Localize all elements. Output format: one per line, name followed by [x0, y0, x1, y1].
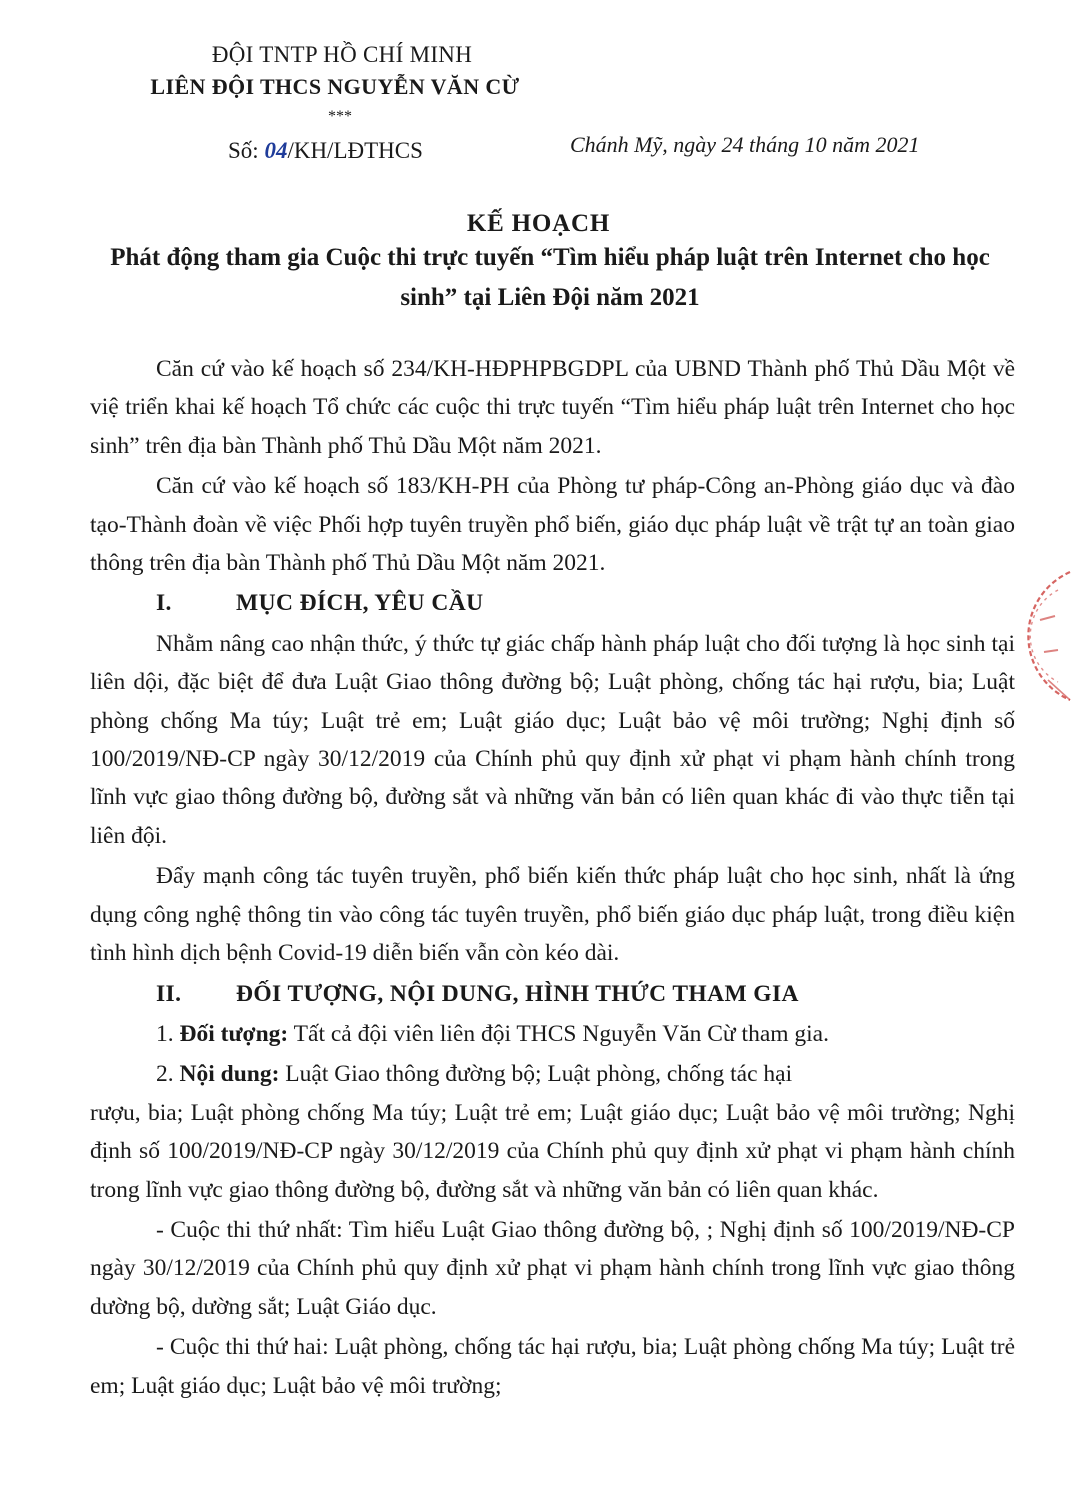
item-content [90, 1055, 1015, 1209]
document-title: KẾ HOẠCH [466, 210, 611, 237]
basis-paragraph-2: Căn cứ vào kế hoạch số 183/KH-PH của Phòng tư pháp-Công an-Phòng giáo dục và đào tạo-Thành đoàn về việc Phối hợp tuyên truyền phổ biến, giáo dục pháp luật về trật tự an toàn giao thông trên địa bàn Thành phố Thủ Dầu Một năm 2021. [90, 473, 1015, 577]
section-2-number: II. [156, 980, 182, 1007]
item-content-number: 2. [156, 1061, 174, 1088]
document-subtitle: Phát động tham gia Cuộc thi trực tuyến “Tìm hiểu pháp luật trên Internet cho học sinh” tại Liên Đội năm 2021 [110, 244, 990, 311]
red-stamp-icon [1010, 560, 1077, 710]
document-date: Chánh Mỹ, ngày 24 tháng 10 năm 2021 [570, 132, 920, 157]
contest-2: - Cuộc thi thứ hai: Luật phòng, chống tác hại rượu, bia; Luật phòng chống Ma túy; Luật trẻ em; Luật giáo dục; Luật bảo vệ môi trường; [90, 1334, 1015, 1399]
document-number [228, 138, 423, 164]
item-target-label: Đối tượng: [179, 1020, 289, 1047]
document-body [90, 350, 1015, 1407]
item-target [90, 1015, 1015, 1053]
contest-1: - Cuộc thi thứ nhất: Tìm hiểu Luật Giao thông đường bộ, ; Nghị định số 100/2019/NĐ-CP ngày 30/12/2019 của Chính phủ quy định xử phạt vi phạm hành chính trong lĩnh vực giao thông dường bộ, dường sắt; Luật Giáo dục. [90, 1216, 1015, 1320]
section-1-heading [90, 584, 1015, 622]
section-2-heading [90, 975, 1015, 1013]
item-content-text-rest: rượu, bia; Luật phòng chống Ma túy; Luật trẻ em; Luật giáo dục; Luật bảo vệ môi trường; Nghị định số 100/2019/NĐ-CP ngày 30/12/2019 của Chính phủ quy định xử phạt vi phạm hành chính trong lĩnh vực giao thông đường bộ, đường sắt và những văn bản có liên quan khác. [90, 1099, 1015, 1203]
item-content-label: Nội dung: [179, 1061, 280, 1088]
organization-line-1: ĐỘI TNTP HỒ CHÍ MINH [211, 42, 473, 67]
document-number-prefix: Số: [228, 138, 265, 163]
section-1-title: MỤC ĐÍCH, YÊU CẦU [236, 590, 484, 617]
header-stars: *** [328, 108, 352, 125]
purpose-paragraph-1: Nhằm nâng cao nhận thức, ý thức tự giác chấp hành pháp luật cho đối tượng là học sinh tại liên dội, đặc biệt để đưa Luật Giao thông đường bộ; Luật phòng, chống tác hại rượu, bia; Luật phòng chống Ma túy; Luật trẻ em; Luật giáo dục; Luật bảo vệ môi trường; Nghị định số 100/2019/NĐ-CP ngày 30/12/2019 của Chính phủ quy định xử phạt vi phạm hành chính trong lĩnh vực giao thông đường bộ, đường sắt và những văn bản có liên quan khác đi vào thực tiễn tại liên đội. [90, 630, 1015, 849]
organization-line-2: LIÊN ĐỘI THCS NGUYỄN VĂN CỪ [150, 74, 520, 99]
item-target-number: 1. [156, 1020, 174, 1047]
document-number-suffix: /KH/LĐTHCS [287, 138, 423, 163]
section-2-title: ĐỐI TƯỢNG, NỘI DUNG, HÌNH THỨC THAM GIA [236, 980, 799, 1007]
basis-paragraph-1: Căn cứ vào kế hoạch số 234/KH-HĐPHPBGDPL của UBND Thành phố Thủ Dầu Một về việ triển khai kế hoạch Tổ chức các cuộc thi trực tuyến “Tìm hiểu pháp luật trên Internet cho học sinh” trên địa bàn Thành phố Thủ Dầu Một năm 2021. [90, 356, 1015, 459]
section-1-number: I. [156, 590, 172, 617]
purpose-paragraph-2: Đẩy mạnh công tác tuyên truyền, phổ biến kiến thức pháp luật cho học sinh, nhất là ứng dụng công nghệ thông tin vào công tác tuyên truyền, phổ biến giáo dục pháp luật, trong điều kiện tình hình dịch bệnh Covid-19 diễn biến vẫn còn kéo dài. [90, 863, 1015, 967]
document-number-handwritten: 04 [264, 138, 288, 163]
item-target-text: Tất cả đội viên liên đội THCS Nguyễn Văn Cừ tham gia. [293, 1020, 829, 1047]
item-content-text-first: Luật Giao thông đường bộ; Luật phòng, chống tác hại [285, 1061, 793, 1088]
